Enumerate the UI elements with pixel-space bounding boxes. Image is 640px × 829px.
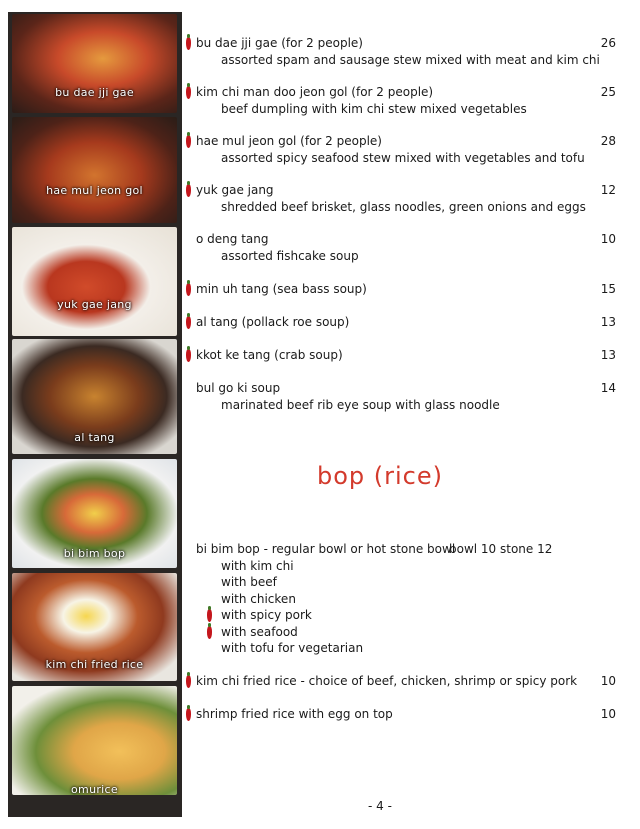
menu-item-name: yuk gae jang — [196, 183, 274, 197]
menu-item-price: 10 — [600, 232, 616, 246]
menu-item-name: o deng tang — [196, 232, 269, 246]
bibimbop-option: with spicy pork — [221, 608, 312, 622]
spicy-pepper-icon — [186, 708, 191, 721]
menu-item-name: min uh tang (sea bass soup) — [196, 282, 367, 296]
spicy-pepper-icon — [207, 626, 212, 639]
photo-omurice — [12, 686, 177, 795]
menu-item-desc: assorted spam and sausage stew mixed with meat and kim chi — [221, 53, 600, 67]
menu-item-desc: shredded beef brisket, glass noodles, green onions and eggs — [221, 200, 586, 214]
section-title-rice: bop (rice) — [316, 462, 443, 490]
menu-item-price: 13 — [600, 348, 616, 362]
bibimbop-option: with kim chi — [221, 559, 294, 573]
menu-item-name: bu dae jji gae (for 2 people) — [196, 36, 363, 50]
bibimbop-option: with seafood — [221, 625, 298, 639]
menu-item-desc: assorted fishcake soup — [221, 249, 359, 263]
photo-bu-dae-jji-gae — [12, 14, 177, 113]
menu-item-desc: marinated beef rib eye soup with glass noodle — [221, 398, 500, 412]
photo-yuk-gae-jang — [12, 227, 177, 336]
spicy-pepper-icon — [186, 86, 191, 99]
menu-item-price: 15 — [600, 282, 616, 296]
menu-item-price: 14 — [600, 381, 616, 395]
photo-caption: yuk gae jang — [57, 298, 132, 311]
menu-item-price: 26 — [600, 36, 616, 50]
bibimbop-option: with beef — [221, 575, 277, 589]
photo-hae-mul-jeon-gol — [12, 117, 177, 223]
photo-caption: bi bim bop — [63, 547, 126, 560]
photo-bi-bim-bop — [12, 459, 177, 568]
menu-item-price: 10 — [600, 707, 616, 721]
spicy-pepper-icon — [186, 349, 191, 362]
menu-item-name: bi bim bop - regular bowl or hot stone bowl — [196, 542, 456, 556]
menu-item-price: bowl 10 stone 12 — [449, 542, 553, 556]
photo-caption: omurice — [71, 783, 118, 795]
menu-item-price: 25 — [600, 85, 616, 99]
bibimbop-option: with tofu for vegetarian — [221, 641, 364, 655]
menu-item-name: kkot ke tang (crab soup) — [196, 348, 343, 362]
menu-item-name: bul go ki soup — [196, 381, 281, 395]
bibimbop-option: with chicken — [221, 592, 296, 606]
photo-kim-chi-fried-rice — [12, 573, 177, 681]
spicy-pepper-icon — [186, 37, 191, 50]
menu-item-name: al tang (pollack roe soup) — [196, 315, 350, 329]
menu-item-price: 10 — [600, 674, 616, 688]
spicy-pepper-icon — [186, 184, 191, 197]
menu-item-name: hae mul jeon gol (for 2 people) — [196, 134, 382, 148]
menu-item-name: shrimp fried rice with egg on top — [196, 707, 393, 721]
spicy-pepper-icon — [186, 675, 191, 688]
photo-al-tang — [12, 339, 177, 454]
menu-item-desc: beef dumpling with kim chi stew mixed vegetables — [221, 102, 527, 116]
menu-item-price: 12 — [600, 183, 616, 197]
spicy-pepper-icon — [186, 283, 191, 296]
spicy-pepper-icon — [186, 135, 191, 148]
photo-caption: al tang — [74, 431, 115, 444]
photo-caption: kim chi fried rice — [45, 658, 144, 671]
spicy-pepper-icon — [207, 609, 212, 622]
menu-item-desc: assorted spicy seafood stew mixed with vegetables and tofu — [221, 151, 585, 165]
menu-item-price: 13 — [600, 315, 616, 329]
photo-caption: bu dae jji gae — [55, 86, 134, 99]
photo-caption: hae mul jeon gol — [46, 184, 143, 197]
menu-item-name: kim chi fried rice - choice of beef, chicken, shrimp or spicy pork — [196, 674, 578, 688]
menu-item-name: kim chi man doo jeon gol (for 2 people) — [196, 85, 434, 99]
page-number: - 4 - — [368, 799, 392, 813]
menu-item-price: 28 — [600, 134, 616, 148]
spicy-pepper-icon — [186, 316, 191, 329]
